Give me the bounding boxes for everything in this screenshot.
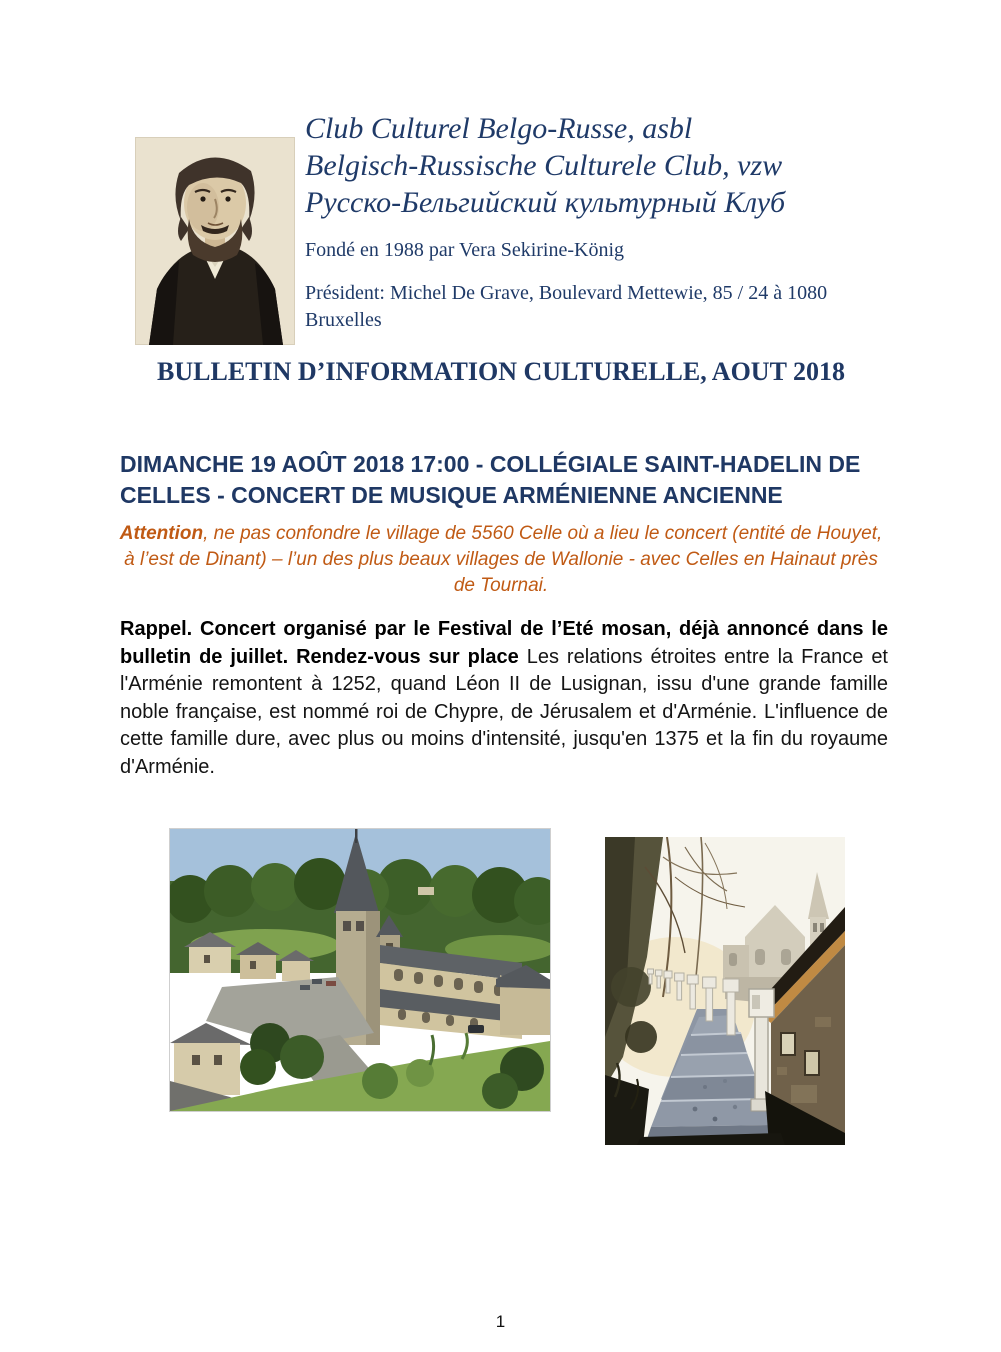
event-heading — [120, 449, 900, 511]
event-heading-line-1: DIMANCHE 19 AOÛT 2018 17:00 - COLLÉGIALE SAINT-HADELIN DE — [120, 451, 861, 477]
village-aerial-photo — [170, 829, 550, 1111]
page-number: 1 — [495, 1312, 506, 1331]
club-header — [305, 110, 875, 334]
attention-lead: Attention — [119, 523, 204, 544]
bulletin-title: BULLETIN D’INFORMATION CULTURELLE, AOUT 2018 — [157, 357, 845, 386]
rappel-bold: Rappel. Concert organisé par le Festival de l’Eté mosan, déjà annoncé dans le bulletin de juillet. Rendez-vous sur place — [120, 618, 888, 668]
stairs-pillars-photo — [605, 837, 845, 1145]
rappel-body: Les relations étroites entre la France et l'Arménie remontent à 1252, quand Léon II de Lusignan, issu d'une grande famille noble française, est nommé roi de Chypre, de Jérusalem et d'Arménie. L'influence de cette famille dure, avec plus ou moins d'intensité, jusqu'en 1375 et la fin du royaume d'Arménie. — [120, 645, 888, 778]
portrait-engraving-illustration — [135, 137, 295, 345]
event-heading-line-2: CELLES - CONCERT DE MUSIQUE ARMÉNIENNE ANCIENNE — [120, 482, 783, 508]
village-aerial-illustration — [170, 829, 550, 1111]
president-line: Président: Michel De Grave, Boulevard Mettewie, 85 / 24 à 1080 Bruxelles — [305, 282, 828, 331]
club-title-ru: Русско-Бельгийский культурный Клуб — [305, 186, 786, 219]
founded-line: Fondé en 1988 par Vera Sekirine-König — [305, 239, 625, 261]
rappel-paragraph — [120, 616, 888, 781]
stairs-pillars-illustration — [605, 837, 845, 1145]
club-title-nl: Belgisch-Russische Culturele Club, vzw — [305, 149, 783, 182]
attention-rest: , ne pas confondre le village de 5560 Celle où a lieu le concert (entité de Houyet, à l’est de Dinant) – l’un des plus beaux villages de Wallonie - avec Celles en Hainaut près de Tournai. — [124, 523, 883, 596]
attention-note — [118, 521, 884, 599]
founder-portrait-image — [135, 137, 295, 345]
club-title-fr: Club Culturel Belgo-Russe, asbl — [305, 112, 693, 145]
